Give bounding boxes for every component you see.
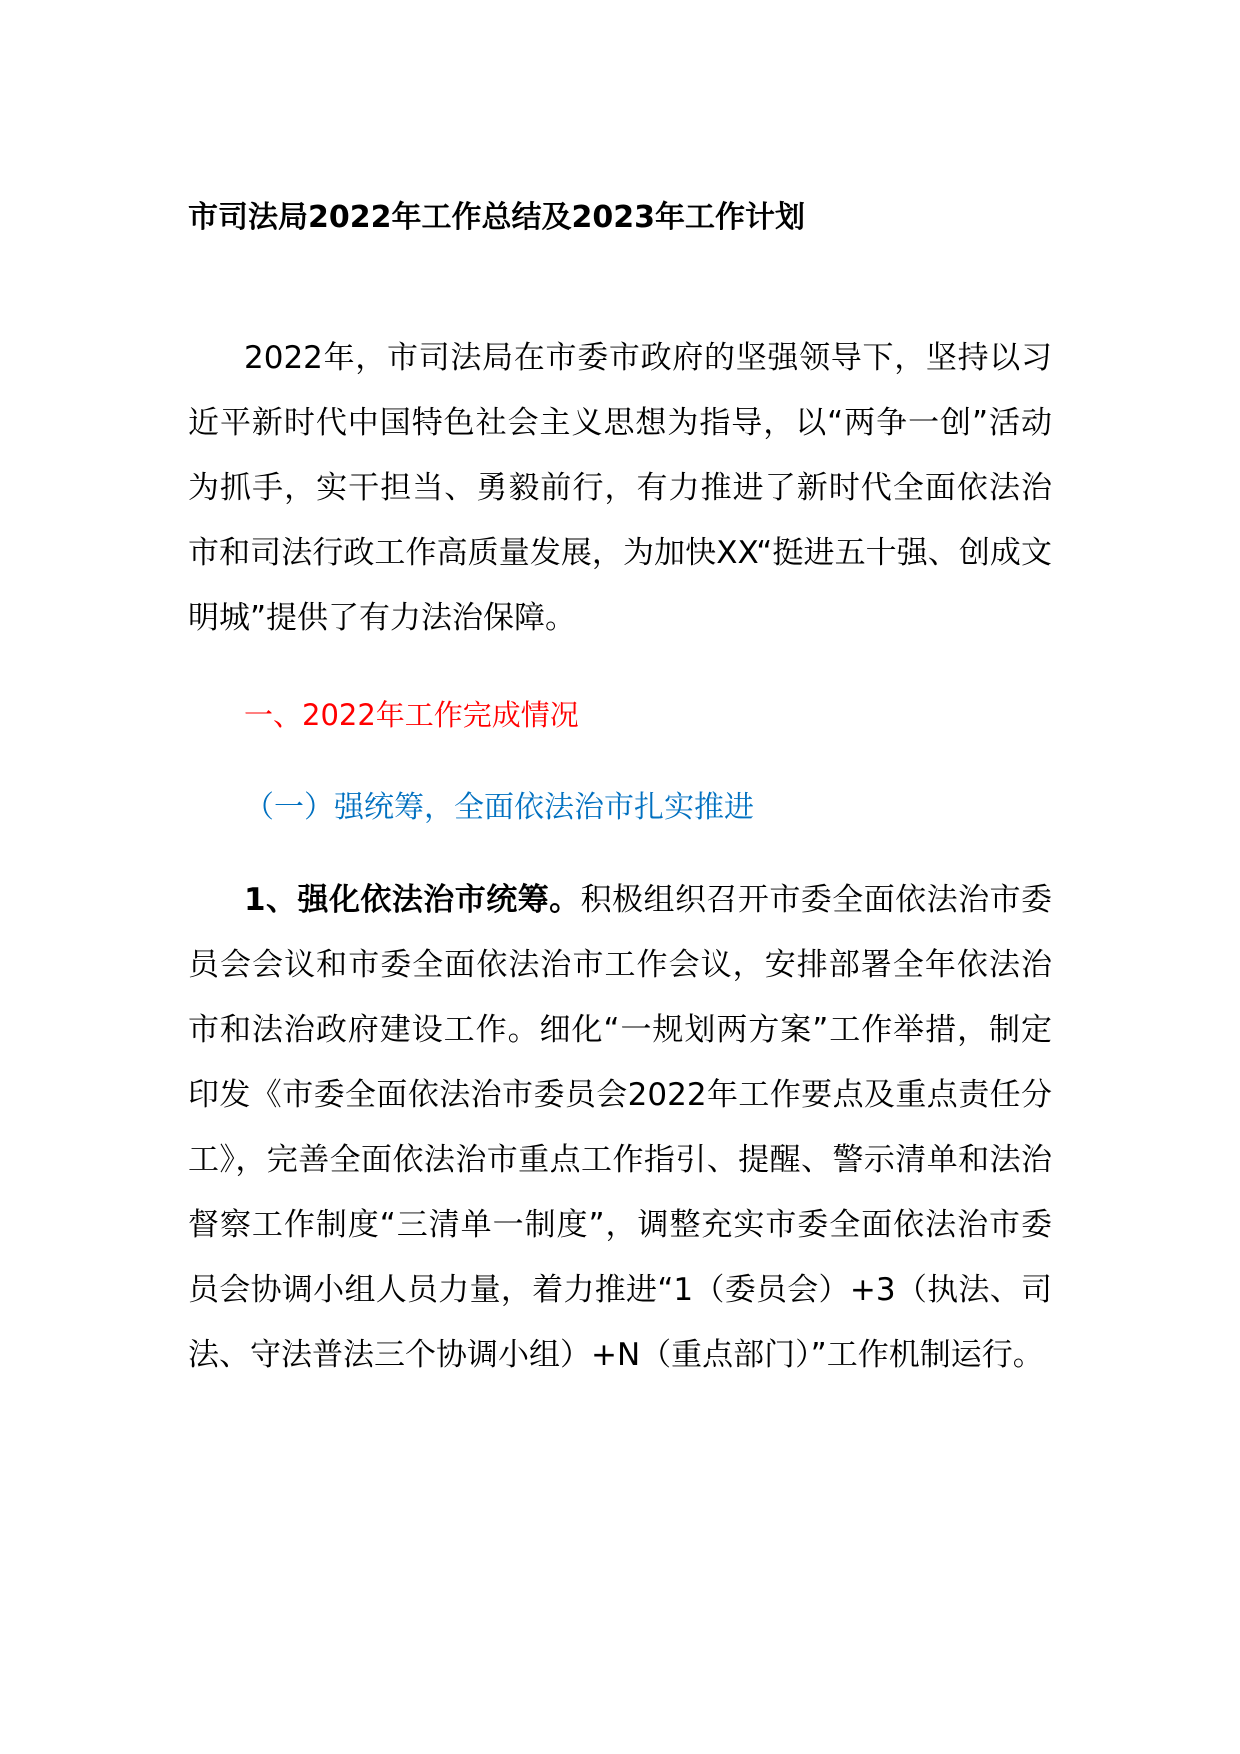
intro-paragraph: 2022年，市司法局在市委市政府的坚强领导下，坚持以习近平新时代中国特色社会主义思想为指导，以“两争一创”活动为抓手，实干担当、勇毅前行，有力推进了新时代全面依法治市和司法行政工作高质量发展，为加快XX“挺进五十强、创成文明城”提供了有力法治保障。 [188, 340, 1052, 636]
item-paragraph [188, 868, 1052, 1388]
subsection-heading: （一）强统筹，全面依法治市扎实推进 [244, 790, 754, 825]
section-heading: 一、2022年工作完成情况 [244, 698, 579, 732]
document-content [188, 196, 1052, 1388]
item-body: 积极组织召开市委全面依法治市委员会会议和市委全面依法治市工作会议，安排部署全年依法治市和法治政府建设工作。细化“一规划两方案”工作举措，制定印发《市委全面依法治市委员会2022年工作要点及重点责任分工》，完善全面依法治市重点工作指引、提醒、警示清单和法治督察工作制度“三清单一制度”，调整充实市委全面依法治市委员会协调小组人员力量，着力推进“1（委员会）+3（执法、司法、守法普法三个协调小组）+N（重点部门）”工作机制运行。 [188, 882, 1053, 1373]
document-title: 市司法局2022年工作总结及2023年工作计划 [188, 200, 805, 235]
item-lead: 1、强化依法治市统筹。 [244, 882, 581, 918]
